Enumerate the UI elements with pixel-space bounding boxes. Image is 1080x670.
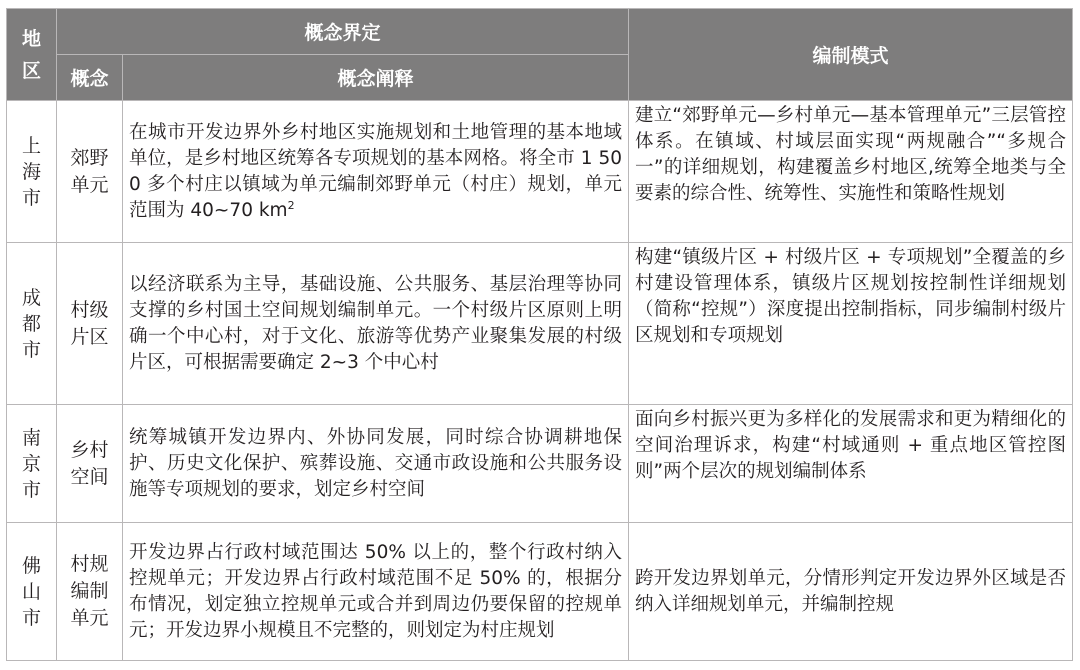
explanation-cell: 以经济联系为主导，基础设施、公共服务、基层治理等协同支撑的乡村国土空间规划编制单元。一个村级片区原则上明确一个中心村，对于文化、旅游等优势产业聚集发展的村级片区，可根据需要确定 2~3 个中心村 <box>123 243 629 405</box>
region-cell: 佛山市 <box>7 523 57 661</box>
header-definition: 概念界定 <box>57 9 629 55</box>
region-cell: 南京市 <box>7 405 57 523</box>
header-row-1 <box>7 9 1073 55</box>
mode-cell: 面向乡村振兴更为多样化的发展需求和更为精细化的空间治理诉求，构建“村域通则 + 重点地区管控图则”两个层次的规划编制体系 <box>629 405 1073 523</box>
concept-table <box>6 8 1073 661</box>
region-cell: 成都市 <box>7 243 57 405</box>
explanation-cell: 统筹城镇开发边界内、外协同发展，同时综合协调耕地保护、历史文化保护、殡葬设施、交通市政设施和公共服务设施等专项规划的要求，划定乡村空间 <box>123 405 629 523</box>
table-row <box>7 523 1073 661</box>
explanation-cell: 开发边界占行政村域范围达 50% 以上的，整个行政村纳入控规单元；开发边界占行政村域范围不足 50% 的，根据分布情况，划定独立控规单元或合并到周边仍要保留的控规单元；开发边界小规模且不完整的，则划定为村庄规划 <box>123 523 629 661</box>
mode-cell: 跨开发边界划单元，分情形判定开发边界外区域是否纳入详细规划单元，并编制控规 <box>629 523 1073 661</box>
unit-superscript: 2 <box>287 198 295 212</box>
header-explanation: 概念阐释 <box>123 55 629 101</box>
mode-cell: 构建“镇级片区 + 村级片区 + 专项规划”全覆盖的乡村建设管理体系，镇级片区规划按控制性详细规划（简称“控规”）深度提出控制指标，同步编制村级片区规划和专项规划 <box>629 243 1073 405</box>
concept-cell: 村规编制单元 <box>57 523 123 661</box>
header-mode: 编制模式 <box>629 9 1073 101</box>
concept-cell: 村级片区 <box>57 243 123 405</box>
region-cell: 上海市 <box>7 101 57 243</box>
header-concept: 概念 <box>57 55 123 101</box>
table-row <box>7 243 1073 405</box>
explanation-cell: 在城市开发边界外乡村地区实施规划和土地管理的基本地域单位，是乡村地区统筹各专项规划的基本网格。将全市 1 500 多个村庄以镇域为单元编制郊野单元（村庄）规划，单元范围为 40~70 $km^2$ <box>123 101 629 243</box>
concept-cell: 乡村空间 <box>57 405 123 523</box>
mode-cell: 建立“郊野单元—乡村单元—基本管理单元”三层管控体系。在镇域、村域层面实现“两规融合”“多规合一”的详细规划，构建覆盖乡村地区,统筹全地类与全要素的综合性、统筹性、实施性和策略性规划 <box>629 101 1073 243</box>
table-row <box>7 405 1073 523</box>
concept-cell: 郊野单元 <box>57 101 123 243</box>
header-region: 地区 <box>7 9 57 101</box>
table-row <box>7 101 1073 243</box>
